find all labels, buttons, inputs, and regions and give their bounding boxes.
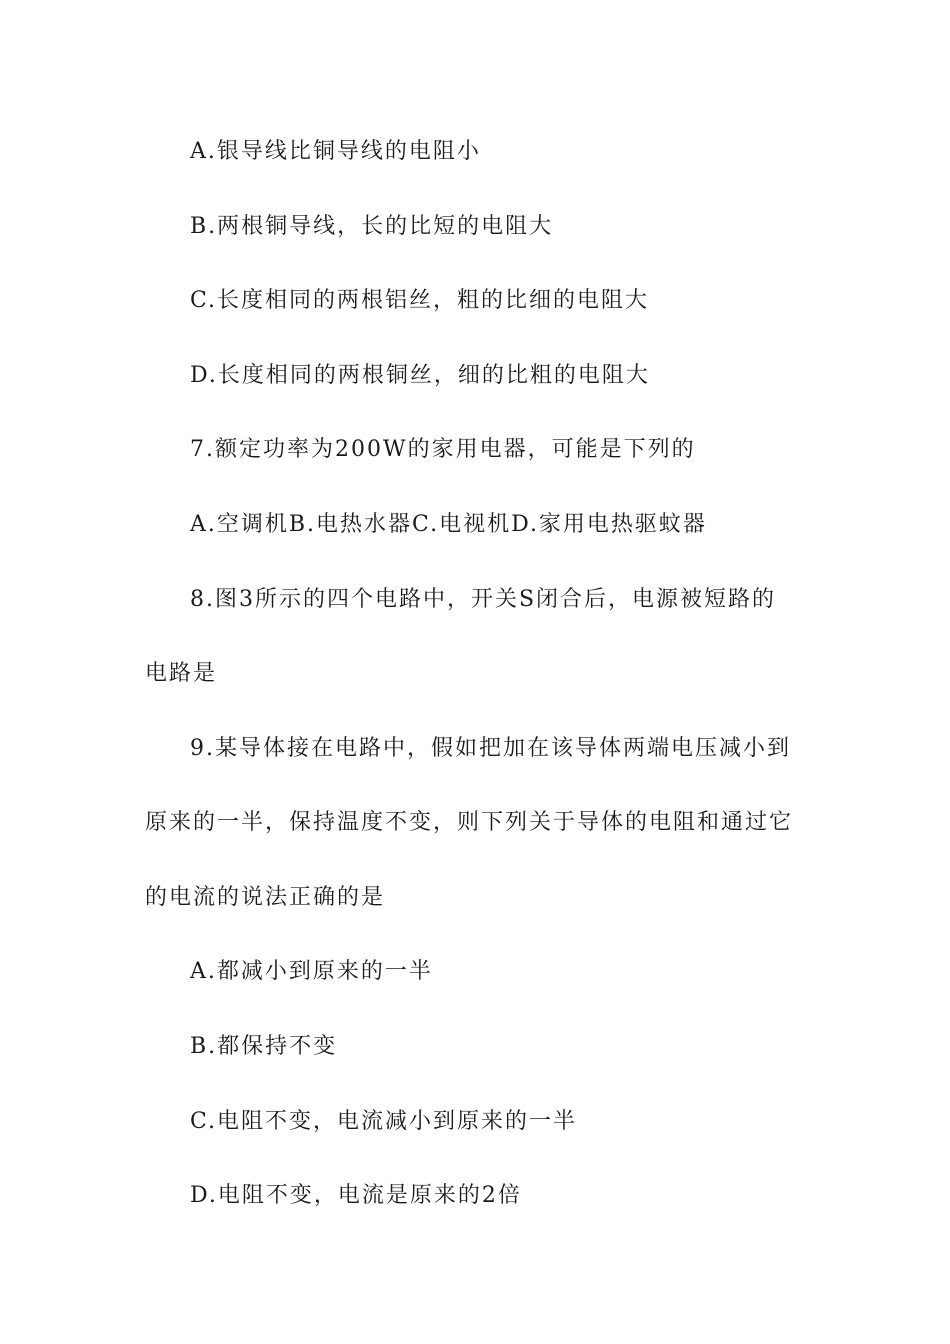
option-9d: D.电阻不变，电流是原来的2倍 (190, 1183, 522, 1208)
option-6d: D.长度相同的两根铜丝，细的比粗的电阻大 (190, 363, 650, 388)
option-6b: B.两根铜导线，长的比短的电阻大 (190, 214, 554, 239)
option-9b: B.都保持不变 (190, 1034, 338, 1059)
question-9-line-1: 9.某导体接在电路中，假如把加在该导体两端电压减小到 (190, 736, 791, 761)
question-9-line-3: 的电流的说法正确的是 (145, 885, 386, 910)
question-8-line-1: 8.图3所示的四个电路中，开关S闭合后，电源被短路的 (190, 587, 777, 612)
options-7: A.空调机B.电热水器C.电视机D.家用电热驱蚊器 (190, 512, 707, 537)
question-8-line-2: 电路是 (145, 661, 218, 686)
option-6c: C.长度相同的两根铝丝，粗的比细的电阻大 (190, 288, 650, 313)
option-9a: A.都减小到原来的一半 (190, 959, 433, 984)
question-9-line-2: 原来的一半，保持温度不变，则下列关于导体的电阻和通过它 (145, 810, 794, 835)
option-6a: A.银导线比铜导线的电阻小 (190, 139, 481, 164)
question-7: 7.额定功率为200W的家用电器，可能是下列的 (190, 437, 696, 462)
option-9c: C.电阻不变，电流减小到原来的一半 (190, 1109, 578, 1134)
